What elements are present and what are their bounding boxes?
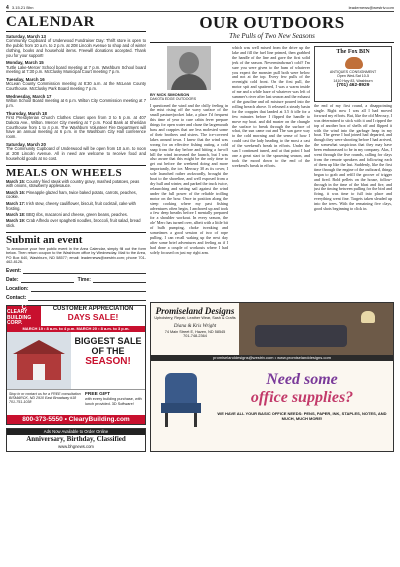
furniture-photo [239,303,393,355]
slogan-line-2: office supplies? [250,389,354,406]
meal-entry [6,191,146,201]
fox-bin-sub: ANTIQUES CONSIGNMENT [329,70,377,74]
meal-date: March 17: [6,200,26,206]
cleary-ad-middle [7,332,145,389]
calendar-date: Monday, March 15 [6,60,44,66]
slogan-line-1: Need some [266,371,338,388]
fox-bin-phone[interactable]: (701) 462-8929 [336,82,370,88]
left-column [6,14,146,562]
meal-body: Country fried steak with country gravy, mashed potatoes, peas with onions, strawberry applesauce. [6,178,140,189]
cleary-sale-text [71,332,145,389]
cleary-logo [7,303,41,327]
meal-body: BBQ ribs, macaroni and cheese, green beans, peaches. [26,211,128,217]
calendar-body: The Community Cupboard of Underwood will be open from 10 a.m. to noon at 208 Lincoln Avenue. All in need are welcome to receive food and household goods at no cost. [6,146,146,161]
slogan-details: WE HAVE ALL YOUR BASIC OFFICE NEEDS: PENS, PAPER, INK, STAPLES, NOTES, AND MUCH, MUCH MORE! [217,411,387,421]
cleary-free-gift [83,390,145,415]
date-input[interactable] [21,278,74,283]
contact-label: Contact: [6,294,27,301]
contact-input[interactable] [28,296,146,301]
meal-body: Pineapple glazed ham, twice baked potato, carrots, peaches, cookie. [6,189,137,200]
calendar-entry [6,142,146,162]
calendar-date: Saturday, March 13 [6,34,46,39]
fox-bin-address: 1410 Hwy 83, Washburn [333,78,373,83]
cleary-heading-1: CUSTOMER APPRECIATION [52,305,134,312]
meal-entry [6,213,146,218]
promiseland-address: 74 Main Street E, Hazen, ND 58545 [164,329,226,334]
chair-back-shape [165,373,197,403]
headshot-head-shape [179,52,199,74]
promiseland-info [151,303,239,355]
author-affiliation: DAKOTA EDGE OUTDOORS [150,97,197,101]
bhg-online-ad[interactable] [6,428,146,452]
cleary-headline [41,306,145,326]
author-headshot [167,46,211,90]
meal-date: March 15: [6,178,26,184]
calendar-title: CALENDAR [6,14,146,32]
right-column [150,14,394,562]
page-header [6,4,394,12]
contact-form-row [6,294,146,301]
cleary-logo-text: CLEARY BUILDING CORP. [7,309,32,327]
calendar-body: Turtle Lake-Mercer School board meeting at 7 p.m. Washburn School board meeting at 7:30 p.m. McClusky Municipal Court meeting 7 p.m. [6,64,146,75]
date-time-form-row [6,276,146,283]
calendar-entry [6,77,146,92]
location-form-row [6,285,146,292]
article-column-3 [314,46,392,298]
headshot-body-shape [171,74,207,90]
calendar-body: Community Cupboard of Underwood Fundraiser Day: Thrift store is open to the public from 10 a.m. to 2 p.m. at 208 Lincoln Avenue to shop and of winter clothing, books and household items. Freewill donations accepted. Thank you for your support! [6,38,146,58]
fox-icon [345,57,363,69]
calendar-entry [6,60,146,75]
building-door-shape [33,364,45,380]
calendar-body: Wilton School Board meeting at 6 p.m. Wilton City Commission meeting at 7 p.m. [6,98,146,108]
meal-entry [6,202,146,212]
fox-bin-ad[interactable] [314,46,392,102]
promiseland-owner: Diana & Kris Wright [173,323,217,329]
page-website[interactable]: leadernews@westriv.com [348,5,394,10]
chair-leg-shape [165,413,168,427]
promiseland-phone[interactable]: 701-748-2364 [183,334,207,338]
page-number: 4 [6,4,9,11]
calendar-date: Wednesday, March 17 [6,93,52,99]
calendar-body: McLean County Commission meeting at 8:30 a.m. at the McLean County Courthouse. McClusky Park Board meeting 7 p.m. [6,81,146,92]
cleary-free-label: FREE GIFT [85,391,111,397]
chair-seat-shape [161,403,201,413]
meal-date: March 16: [6,189,26,195]
article-column-1 [150,46,228,298]
promiseland-url[interactable]: promiselanddesigns@westriv.com • www.promiselanddesigns.com [151,355,393,361]
cleary-consult: Stop in or contact us for a FREE consultation [9,391,81,396]
building-roof-shape [13,340,65,354]
calendar-list [6,34,146,162]
author-byline: BY NICK SIMONSON [150,92,190,97]
cleary-free-text: with every building purchase, with lunch provided. 3D Software! [85,397,142,406]
calendar-date: Thursday, March 18 [6,110,47,116]
bhg-ad-line-2: Anniversary, Birthday, Classified [26,434,126,443]
event-form-row [6,267,146,274]
article-text-1: I questioned the wind and the chilly feeling in the mist rising off the wavy surface of the small pasture/pocket lake, a place I'd frequent this time of year to cure cabin fever prepare things for open water and chase the largemouth bass and crappies that are less molested some of their brothers and sisters. The ice-covered lakes around town. I knew that the wind was wrong for an effective fishing outing, a cold snap from the day before and hitting a far-off hill the wind increased the launch, but I was also aware that this might be the only time to get out before the weekend doing and more importantly, the ice. Mercury 30 as its cover, I sole launched rather awkwardly, brought the boat to the shoreline, and well exposed from a dry hull and winter, and parked the truck twice, relaunching and setting sail against the wind under the full power of the reliable trolling motor on the bow. Once in position along the steep cooking where my past fishing adventures often begin, I anchored up and took a few deep breaths before I mentally prepared for a shoulder workout. In every season, the ole' Merc has turned over, albeit with a little bit of bulb pumping, choke tweaking and sometimes a good session of two of rope pulling. I can recall waking up the next day after some brief adventures and feeling as if I had done a couple of workouts where I had solely focused on just my right arm. [150,102,228,255]
calendar-entry [6,111,146,140]
location-input[interactable] [31,287,147,292]
location-label: Location: [6,285,29,292]
page-date: 3.15.21 [11,4,26,10]
article-text-3: the end of my first round, a disappointing single. Right now I was all I had moved forward my efforts. But, like the old Mercury, I was determined to stick with it and I ripped the top of another box of shells off and flipped it with the wind into the garbage heap in my boat. The geese I had joined had departed, and though they were shooting before I had arrived, the somewhat suspicious that they may have been embarrassed to be in my company. Alas, I went through the five rounds, calling for clays from the remote speakers and following each of them up like the last. Suddenly, like the first time through the engine of the outboard, things began to grab and refill the groove of trigger and fired. Bold pellets on the house, follow-through in the time of the blast and fire, and just the timing between pulling for the bird and firing, it was time to full into place and everything went fine. Targets taken sleaded up into the trees. With the remaining five clays, good shots beginning to click in. [314,103,392,212]
bhg-ad-line-1: Ads Now Available to Order Online [7,429,145,435]
event-input[interactable] [23,269,146,274]
article-column-2 [232,46,310,298]
calendar-body: First Presbyterian Church Clothes Closet open from 3 to 5 p.m. at 407 Dakota Ave., Wilton. Mercer City meeting at 7 p.m. Food Bank at Sheridan Courthouse from 1 to 4 p.m. The Washburn Volunteer Fire Department will have an annual meeting at 6 p.m. in the Washburn City Hall conference room. [6,114,146,140]
event-label: Event: [6,267,22,274]
calendar-date: Saturday, March 20 [6,141,46,147]
meal-body: Crab Alfredo over spaghetti noodles, broccoli, fruit salad, bread stick. [6,218,141,228]
chair-leg-shape [194,413,197,427]
promiseland-name: Promiseland Designs [155,306,235,316]
cleary-sale-line-1: BIGGEST SALE [74,335,142,346]
meal-entry [6,180,146,190]
time-input[interactable] [93,278,146,283]
promiseland-header [151,303,393,355]
office-supplies-promo [151,361,393,453]
bhg-ad-url[interactable]: www.bhgnews.com [58,443,94,449]
office-chair-icon [151,361,211,453]
meal-entry [6,219,146,229]
promiseland-designs-ad[interactable] [150,302,394,452]
fox-bin-hours: Open Wed-Sat 10-5 [337,74,369,79]
cleary-sale-line-3: SEASON! [85,355,131,367]
fox-bin-name: The Fox BIN [336,49,370,55]
cleary-ad-header [7,303,145,327]
lamp-shape [361,311,375,323]
article-text-2: which was well mixed from the drive up the lake and fill the fuel line primed, then grabbed the handle of the line and gave the first solid jerk of the season. Nevermindwasn't cold? I'm sure you were given to the hum of whatever you expect the monster pull both were below and not at the top. Every few pulls of the overnight cold front. On the first pull, the motor spit and sputtered, I was a warm inside of me and a while haze of whatever was left of summer's river after last season and the exhaust of the gasoline and oil mixture poured into the rolling breach above. It released a steady basin for the crappies that landed at 3.5 ft idle for a few minutes before I flipped the handle to move my boat. and did master on the chungle the surface to break through the surface of what, the sun came out and The sun gave way to the cold morning and the sense of how I could cast the lady heading to the most a cast of the weekend's break in efforts. Under the sun I continued tuned, and at that point I had one a great start to the spawning season, and took the mood down to the end of the weekend's break in efforts. [232,46,310,168]
calendar-entry [6,34,146,58]
cleary-logo-mark: C [21,303,27,311]
date-label: Date: [6,276,19,283]
outdoors-title: OUR OUTDOORS [199,14,345,32]
cleary-address: BISMARCK, ND 2910 East Broadway #18 701-751-1038 [9,395,77,405]
submit-body: To announce your free public event in the Area Calendar, simply fill out the form below. Then return coupon to the Washburn office by Wednesday. Mail to the Area, PO Box 640, Washburn, ND 58577; email: leadernews@westriv.com; phone 701-462-8126. [6,246,146,265]
page-section: Bhn [26,4,34,10]
building-illustration [7,332,71,389]
page-header-left [6,5,34,11]
meals-title: MEALS ON WHEELS [6,165,146,180]
cleary-heading-2: DAYS SALE! [67,311,119,322]
outdoors-subtitle: The Pulls of Two New Seasons [150,32,394,43]
cleary-stop-text [7,390,83,415]
meals-list [6,180,146,229]
meal-body: Irish stew, cheesy cauliflower, biscuit, fruit cocktail, cake with frosting. [6,200,136,211]
sofa-shape [255,325,347,347]
promiseland-services: Upholstery, Repair, Leather Wear, Sash & Crafts [154,316,236,320]
calendar-date: Tuesday, March 16 [6,77,45,83]
cleary-sale-line-2: OF THE [91,345,125,356]
time-label: Time: [77,276,91,283]
meal-date: March 18: [6,211,26,217]
meal-date: March 19: [6,218,26,224]
submit-title: Submit an event [6,232,146,247]
cleary-ad-bottom [7,389,145,415]
cleary-phone[interactable]: 800-373-5550 • ClearyBuilding.com [7,415,145,424]
outdoors-article [150,46,394,298]
cleary-dates: MARCH 19 • 8 a.m. to 4 p.m. MARCH 20 • 8 a.m. to 3 p.m. [7,326,145,332]
calendar-entry [6,94,146,109]
office-supplies-slogan [211,361,393,453]
cleary-building-ad[interactable] [6,305,146,425]
